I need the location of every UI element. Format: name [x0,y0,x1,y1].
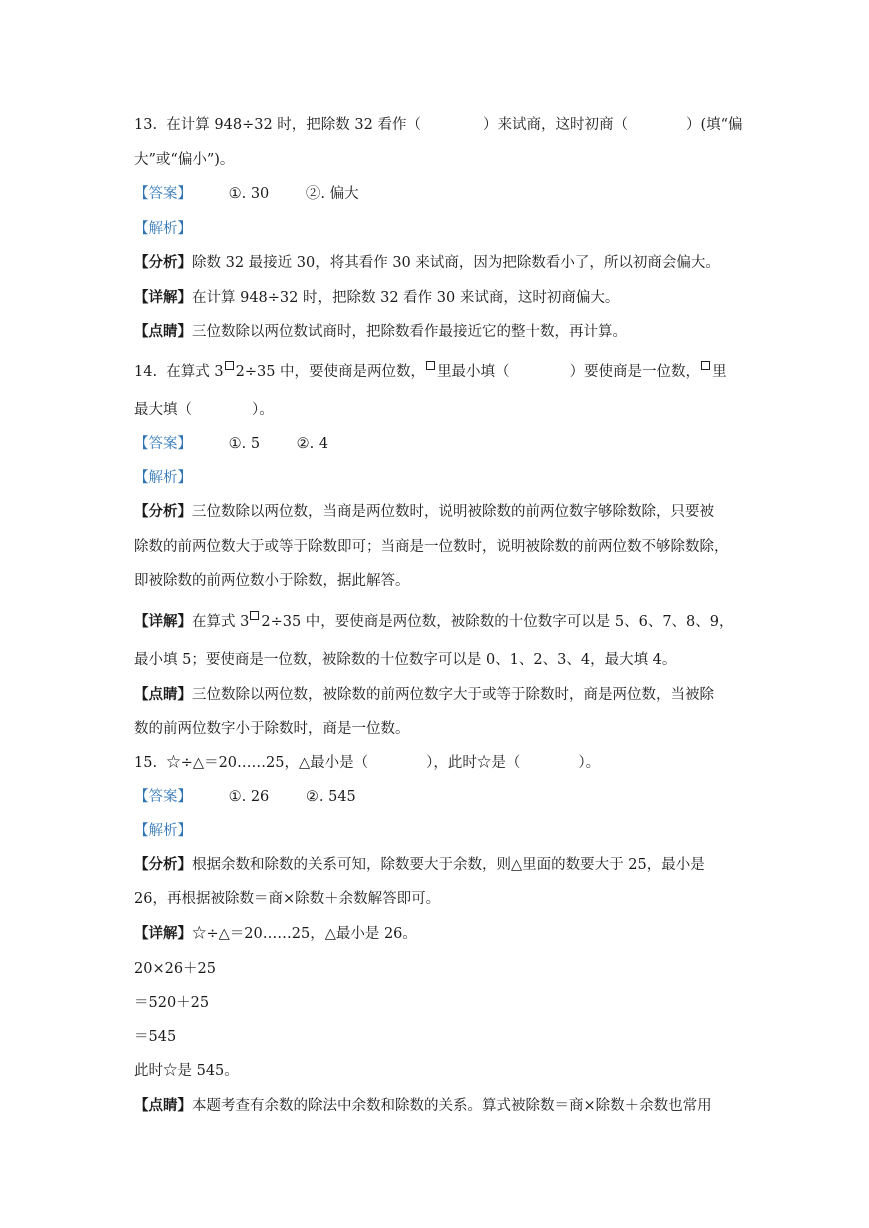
xiangjie-label: 【详解】 [134,925,192,942]
q15-calc-line2: ＝520＋25 [134,995,210,1011]
analysis-label: 【解析】 [134,823,192,839]
q14-line2-end: ）。 [252,402,274,418]
q14-fenxi-text-1: 三位数除以两位数，当商是两位数时，说明被除数的前两位数字够除数除，只要被 [192,504,714,520]
q13-answer-1: ①. 30 [228,186,270,202]
q13-dianjing [134,320,627,341]
q15-dianjing-text: 本题考查有余数的除法中余数和除数的关系。算式被除数＝商×除数＋余数也常用 [192,1098,712,1114]
q14-fenxi-line2: 除数的前两位数大于或等于除数即可；当商是一位数时，说明被除数的前两位数不够除数除， [134,539,729,555]
q14-text-d: ）要使商是一位数， [569,364,701,380]
analysis-label: 【解析】 [134,221,192,237]
dianjing-label: 【点睛】 [134,323,192,340]
q14-stem-line2 [134,398,274,419]
q15-calc-line1: 20×26＋25 [134,961,217,977]
q13-dianjing-text: 三位数除以两位数试商时，把除数看作最接近它的整十数，再计算。 [192,324,627,340]
q15-conclusion: 此时☆是 545。 [134,1063,239,1079]
q15-text-b: ），此时☆是（ [426,755,521,771]
q14-text-c: 里最小填（ [437,364,510,380]
q14-dianjing-text-1: 三位数除以两位数，被除数的前两位数字大于或等于除数时，商是两位数，当被除 [192,687,714,703]
q15-fenxi-line2: 26，再根据被除数＝商×除数＋余数解答即可。 [134,891,441,907]
q14-stem-line1 [134,360,727,381]
q14-number: 14. [134,364,158,380]
q13-text-b: ）来试商，这时初商（ [482,117,628,133]
dianjing-label: 【点睛】 [134,1097,192,1114]
xiangjie-label: 【详解】 [134,289,192,306]
q14-dianjing-line1 [134,683,714,704]
q15-text-c: ）。 [578,755,601,771]
q15-fenxi-line1 [134,853,705,874]
q14-answer-2: ②. 4 [296,436,329,452]
q14-line2-text: 最大填（ [134,402,192,418]
q13-text: 在计算 948÷32 时，把除数 32 看作（ [166,117,421,133]
q14-text-a: 在算式 3 [166,364,224,380]
q14-fenxi-line1 [134,500,714,521]
q15-stem [134,751,600,772]
q15-answer-row [134,785,356,806]
q15-number: 15. [134,755,158,771]
q15-fenxi-text-1: 根据余数和除数的关系可知，除数要大于余数，则△里面的数要大于 25，最小是 [192,857,705,873]
q13-answer-2: ②. 偏大 [305,186,359,202]
q14-text-b: 2÷35 中，要使商是两位数， [235,364,426,380]
dianjing-label: 【点睛】 [134,686,192,703]
q15-answer-2: ②. 545 [305,789,356,805]
empty-box-icon [225,361,234,370]
q14-xiangjie-text-b: 2÷35 中，要使商是两位数，被除数的十位数字可以是 5、6、7、8、9， [261,614,734,630]
q15-calc-line3: ＝545 [134,1029,177,1045]
q13-number: 13. [134,117,158,133]
empty-box-icon [701,361,710,370]
q14-answer-row [134,432,328,453]
empty-box-icon [250,611,259,620]
xiangjie-label: 【详解】 [134,613,192,630]
empty-box-icon [426,361,435,370]
answer-label: 【答案】 [134,789,192,805]
answer-label: 【答案】 [134,436,192,452]
q14-text-e: 里 [712,364,727,380]
q14-xiangjie-line1 [134,610,734,631]
q13-fenxi [134,251,720,272]
q13-stem-line2: 大”或“偏小”)。 [134,152,235,168]
q15-dianjing [134,1094,712,1115]
q15-text-a: ☆÷△＝20……25，△最小是（ [166,755,369,771]
fenxi-label: 【分析】 [134,254,192,271]
q13-stem-line1 [134,113,743,134]
q15-xiangjie [134,922,417,943]
fenxi-label: 【分析】 [134,856,192,873]
q13-xiangjie [134,286,619,307]
q13-fenxi-text: 除数 32 最接近 30，将其看作 30 来试商，因为把除数看小了，所以初商会偏大。 [192,255,720,271]
q15-answer-1: ①. 26 [228,789,270,805]
fenxi-label: 【分析】 [134,503,192,520]
q14-answer-1: ①. 5 [228,436,261,452]
q14-xiangjie-text-a: 在算式 3 [192,614,250,630]
q13-xiangjie-text: 在计算 948÷32 时，把除数 32 看作 30 来试商，这时初商偏大。 [192,290,620,306]
q14-fenxi-line3: 即被除数的前两位数小于除数，据此解答。 [134,573,410,589]
analysis-label: 【解析】 [134,470,192,486]
q13-text-c: ）(填“偏 [685,117,743,133]
q15-xiangjie-text: ☆÷△＝20……25，△最小是 26。 [192,926,417,942]
q14-xiangjie-line2: 最小填 5；要使商是一位数，被除数的十位数字可以是 0、1、2、3、4，最大填 4。 [134,652,677,668]
q14-dianjing-line2: 数的前两位数字小于除数时，商是一位数。 [134,721,410,737]
q13-answer-row [134,182,359,203]
answer-label: 【答案】 [134,186,192,202]
